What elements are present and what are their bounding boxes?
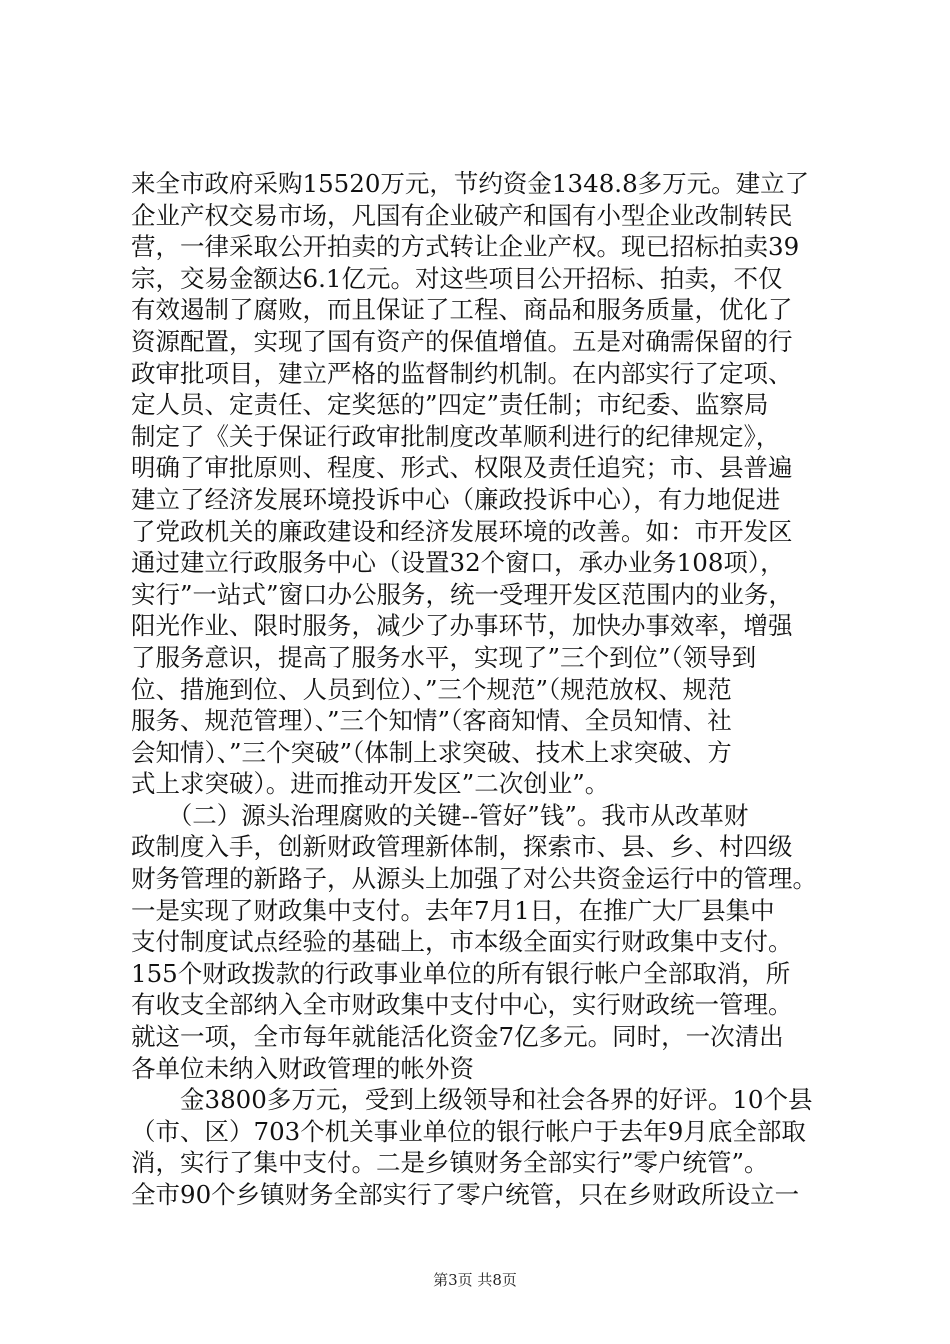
text-line: 了服务意识，提高了服务水平，实现了”三个到位”（领导到 [131, 642, 757, 672]
text-line: 有收支全部纳入全市财政集中支付中心，实行财政统一管理。 [131, 990, 793, 1020]
text-line: 营，一律采取公开拍卖的方式转让企业产权。现已招标拍卖39 [131, 232, 800, 262]
text-line: 会知情）、”三个突破”（体制上求突破、技术上求突破、方 [131, 737, 732, 767]
text-line: 金3800多万元，受到上级领导和社会各界的好评。10个县 [131, 1085, 813, 1115]
text-line: 位、措施到位、人员到位）、”三个规范”（规范放权、规范 [131, 674, 732, 704]
text-line: 定人员、定责任、定奖惩的”四定”责任制；市纪委、监察局 [131, 390, 769, 420]
text-line: 来全市政府采购15520万元，节约资金1348.8多万元。建立了 [131, 169, 810, 198]
text-line: 消，实行了集中支付。二是乡镇财务全部实行”零户统管”。 [131, 1148, 769, 1178]
text-line: 服务、规范管理）、”三个知情”（客商知情、全员知情、社 [131, 706, 732, 736]
text-line: （市、区）703个机关事业单位的银行帐户于去年9月底全部取 [131, 1116, 806, 1146]
text-line: （二）源头治理腐败的关键--管好”钱”。我市从改革财 [131, 800, 749, 830]
text-line: 财务管理的新路子，从源头上加强了对公共资金运行中的管理。 [131, 864, 817, 894]
body-text [131, 168, 831, 1211]
text-line: 政制度入手，创新财政管理新体制，探索市、县、乡、村四级 [131, 832, 793, 862]
text-line: 制定了《关于保证行政审批制度改革顺利进行的纪律规定》， [131, 421, 781, 451]
text-line: 支付制度试点经验的基础上，市本级全面实行财政集中支付。 [131, 927, 793, 957]
text-line: 就这一项，全市每年就能活化资金7亿多元。同时，一次清出 [131, 1022, 784, 1052]
text-line: 全市90个乡镇财务全部实行了零户统管，只在乡财政所设立一 [131, 1180, 800, 1209]
text-line: 实行”一站式”窗口办公服务，统一受理开发区范围内的业务， [131, 579, 794, 609]
text-line: 明确了审批原则、程度、形式、权限及责任追究；市、县普遍 [131, 453, 793, 483]
text-line: 式上求突破）。进而推动开发区”二次创业”。 [131, 769, 610, 799]
text-line: 宗，交易金额达6.1亿元。对这些项目公开招标、拍卖，不仅 [131, 263, 783, 293]
text-line: 通过建立行政服务中心（设置32个窗口，承办业务108项）， [131, 548, 785, 578]
page-footer: 第3页 共8页 [433, 1271, 517, 1289]
text-line: 一是实现了财政集中支付。去年7月1日，在推广大厂县集中 [131, 895, 775, 925]
text-line: 建立了经济发展环境投诉中心（廉政投诉中心），有力地促进 [131, 484, 781, 514]
text-line: 阳光作业、限时服务，减少了办事环节，加快办事效率，增强 [131, 611, 793, 641]
text-line: 资源配置，实现了国有资产的保值增值。五是对确需保留的行 [131, 326, 793, 356]
text-line: 政审批项目，建立严格的监督制约机制。在内部实行了定项、 [131, 358, 793, 388]
text-line: 各单位未纳入财政管理的帐外资 [131, 1053, 474, 1083]
text-line: 155个财政拨款的行政事业单位的所有银行帐户全部取消，所 [131, 958, 791, 988]
text-line: 企业产权交易市场，凡国有企业破产和国有小型企业改制转民 [131, 200, 793, 230]
text-line: 了党政机关的廉政建设和经济发展环境的改善。如：市开发区 [131, 516, 793, 546]
text-line: 有效遏制了腐败，而且保证了工程、商品和服务质量，优化了 [131, 295, 793, 325]
